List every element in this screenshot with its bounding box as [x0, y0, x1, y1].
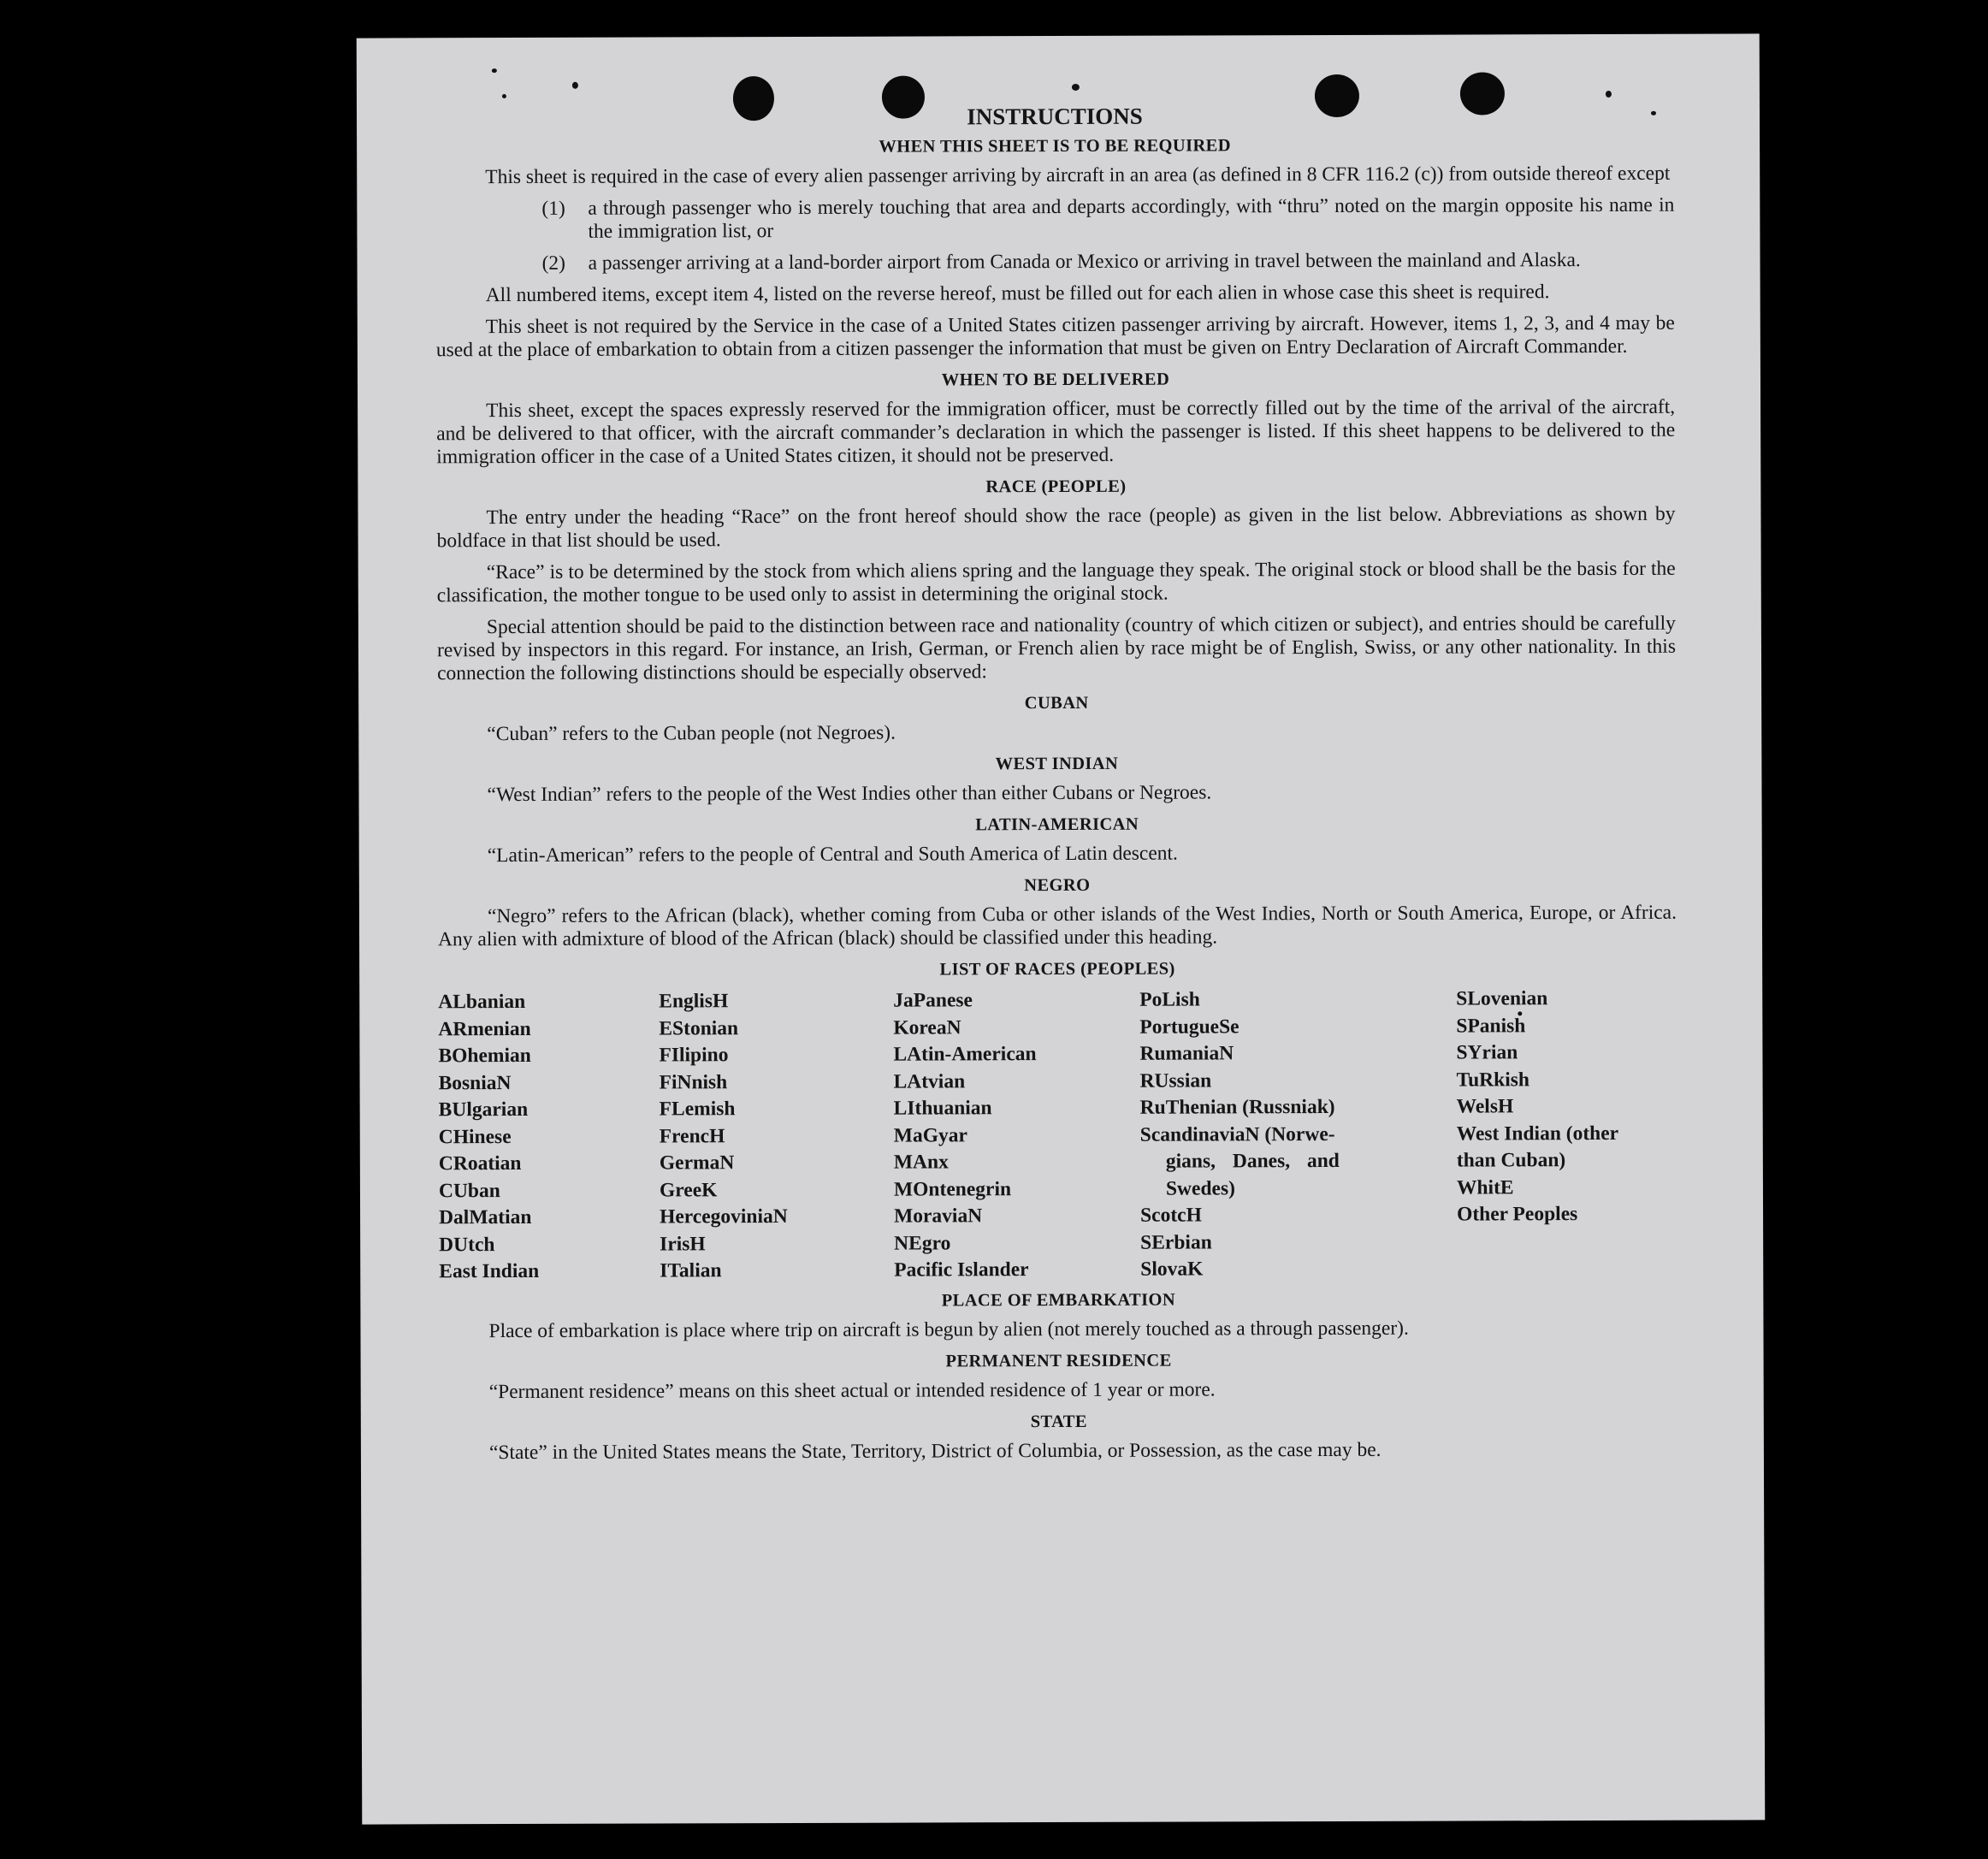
exception-item	[541, 194, 1674, 244]
paragraph-numbered-items: All numbered items, except item 4, listed on the reverse hereof, must be filled out for each alien in whose case this sheet is required.	[485, 281, 1550, 307]
race-entry: SPanish	[1456, 1014, 1526, 1038]
race-entry: FIlipino	[659, 1044, 729, 1067]
race-entry: DUtch	[439, 1233, 495, 1256]
race-entry: FrencH	[659, 1124, 725, 1147]
dust-speck	[502, 94, 506, 98]
race-entry: BosniaN	[438, 1071, 512, 1094]
paragraph-west-indian: “West Indian” refers to the people of the West Indies other than either Cubans or Negroes.	[487, 781, 1212, 807]
race-entry: BOhemian	[438, 1044, 531, 1068]
race-entry: TuRkish	[1456, 1068, 1529, 1092]
paragraph-latin-american: “Latin-American” refers to the people of Central and South America of Latin descent.	[487, 842, 1178, 867]
race-entry: KoreaN	[893, 1015, 961, 1039]
heading-race: RACE (PEOPLE)	[985, 477, 1127, 497]
document-content	[435, 101, 1678, 1473]
dust-speck	[1072, 84, 1080, 91]
page-title: INSTRUCTIONS	[967, 103, 1143, 130]
race-entry: ALbanian	[438, 990, 526, 1014]
heading-place-of-embarkation: PLACE OF EMBARKATION	[941, 1290, 1176, 1310]
race-entry: West Indian (other	[1456, 1122, 1619, 1146]
race-entry: SLovenian	[1456, 987, 1548, 1010]
heading-list-of-races: LIST OF RACES (PEOPLES)	[939, 959, 1175, 980]
races-list	[438, 986, 1677, 1286]
race-entry: MAnx	[893, 1151, 949, 1174]
paragraph-state: “State” in the United States means the State, Territory, District of Columbia, or Possession, as the case may be.	[488, 1438, 1382, 1464]
race-entry: HercegoviniaN	[660, 1205, 788, 1228]
race-entry: MoraviaN	[894, 1205, 983, 1228]
paragraph-permanent-residence: “Permanent residence” means on this sheet actual or intended residence of 1 year or more.	[488, 1377, 1216, 1403]
heading-when-delivered: WHEN TO BE DELIVERED	[941, 370, 1170, 390]
race-entry: NEgro	[894, 1231, 951, 1255]
heading-negro: NEGRO	[1024, 875, 1091, 896]
race-entry: WhitE	[1456, 1175, 1514, 1199]
race-entry: MaGyar	[893, 1123, 967, 1147]
races-column	[659, 988, 894, 1285]
race-entry: GreeK	[659, 1178, 718, 1201]
item-text: a passenger arriving at a land-border airport from Canada or Mexico or arriving in travel between the mainland and Alaska.	[588, 249, 1581, 275]
paragraph-when-delivered: This sheet, except the spaces expressly reserved for the immigration officer, must be correctly filled out by the time of the arrival of the aircraft, and be delivered to that officer, with the aircraft commander’s declaration in which the passenger is listed. If this sheet happens to be delivered to the immigration officer in the case of a United States citizen, it should not be preserved.	[436, 395, 1676, 469]
item-text: a through passenger who is merely touching that area and departs accordingly, with “thru” noted on the margin opposite his name in the immigration list, or	[588, 193, 1675, 243]
race-entry: DalMatian	[439, 1205, 532, 1229]
race-entry: JaPanese	[893, 989, 973, 1012]
item-number: (2)	[541, 252, 565, 275]
race-entry: RumaniaN	[1139, 1042, 1234, 1065]
race-entry: ScotcH	[1140, 1204, 1202, 1227]
heading-west-indian: WEST INDIAN	[995, 754, 1119, 774]
race-entry-continued: gians, Danes, and	[1165, 1149, 1340, 1173]
race-entry: Pacific Islander	[894, 1258, 1029, 1282]
paragraph-race-nationality: Special attention should be paid to the distinction between race and nationality (country of which citizen or subject), and entries should be carefully revised by inspectors in this regard. For instance, an Irish, German, or French alien by race might be of English, Swiss, or any other nationality. In this connection the following distinctions should be especially observed:	[436, 612, 1677, 685]
heading-state: STATE	[1030, 1412, 1087, 1431]
race-entry: LAtvian	[893, 1069, 966, 1093]
dust-speck	[572, 82, 578, 89]
race-entry: CRoatian	[438, 1152, 522, 1175]
dust-speck	[492, 68, 497, 73]
race-entry: MOntenegrin	[893, 1177, 1012, 1201]
race-entry-continued: than Cuban)	[1456, 1149, 1566, 1172]
race-entry: SYrian	[1456, 1041, 1518, 1064]
race-entry: LAtin-American	[893, 1043, 1037, 1066]
races-column	[893, 987, 1140, 1284]
paragraph-race-definition: “Race” is to be determined by the stock from which aliens spring and the language they speak. The original stock or blood shall be the basis for the classification, the mother tongue to be used only to assist in determining the original stock.	[436, 557, 1676, 607]
race-entry: FLemish	[659, 1098, 736, 1121]
race-entry: WelsH	[1456, 1095, 1514, 1118]
item-number: (1)	[541, 197, 565, 220]
race-entry: EStonian	[659, 1016, 739, 1039]
race-entry: SErbian	[1140, 1230, 1212, 1254]
paragraph-race-entry: The entry under the heading “Race” on the front hereof should show the race (people) as given in the list below. Abbreviations as shown by boldface in that list should be used.	[436, 502, 1676, 553]
races-column	[1456, 986, 1677, 1282]
heading-permanent-residence: PERMANENT RESIDENCE	[945, 1351, 1172, 1371]
dust-speck	[1606, 91, 1612, 98]
race-entry: ITalian	[660, 1259, 722, 1282]
heading-cuban: CUBAN	[1024, 693, 1089, 713]
race-entry: CUban	[438, 1179, 500, 1202]
races-column	[1139, 986, 1457, 1284]
heading-when-required: WHEN THIS SHEET IS TO BE REQUIRED	[879, 136, 1231, 157]
race-entry: East Indian	[439, 1259, 540, 1283]
race-entry: PoLish	[1139, 988, 1200, 1011]
race-entry: ScandinaviaN (Norwe-	[1139, 1122, 1335, 1146]
race-entry: Other Peoples	[1457, 1203, 1578, 1226]
paragraph-embarkation: Place of embarkation is place where trip on aircraft is begun by alien (not merely touched as a through passenger).	[488, 1317, 1409, 1342]
paragraph-cuban: “Cuban” refers to the Cuban people (not Negroes).	[487, 721, 896, 746]
race-entry: ARmenian	[438, 1017, 531, 1040]
race-entry: PortugueSe	[1139, 1015, 1240, 1039]
paragraph-citizen-passenger: This sheet is not required by the Service in the case of a United States citizen passenger arriving by aircraft. However, items 1, 2, 3, and 4 may be used at the place of embarkation to obtain from a citizen passenger the information that must be given on Entry Declaration of Aircraft Commander.	[435, 311, 1675, 362]
document-sheet	[357, 33, 1766, 1824]
race-entry: LIthuanian	[893, 1097, 992, 1120]
race-entry: RUssian	[1139, 1069, 1212, 1092]
paragraph-when-required-intro: This sheet is required in the case of every alien passenger arriving by aircraft in an area (as defined in 8 CFR 116.2 (c)) from outside thereof except	[485, 162, 1671, 189]
race-entry: GermaN	[659, 1152, 735, 1175]
race-entry: EnglisH	[659, 990, 729, 1013]
race-entry: IrisH	[660, 1232, 706, 1255]
races-column	[438, 988, 660, 1285]
heading-latin-american: LATIN-AMERICAN	[975, 814, 1139, 835]
race-entry: SlovaK	[1140, 1258, 1204, 1281]
race-entry: CHinese	[438, 1125, 512, 1148]
exception-item	[542, 249, 1675, 275]
paragraph-negro: “Negro” refers to the African (black), whether coming from Cuba or other islands of the West Indies, North or South America, Europe, or Africa. Any alien with admixture of blood of the African (black) should be classified under this heading.	[437, 901, 1677, 951]
race-entry: FiNnish	[659, 1070, 728, 1093]
race-entry: RuThenian (Russniak)	[1139, 1095, 1335, 1119]
race-entry-continued: Swedes)	[1165, 1176, 1235, 1200]
race-entry: BUlgarian	[438, 1098, 529, 1122]
